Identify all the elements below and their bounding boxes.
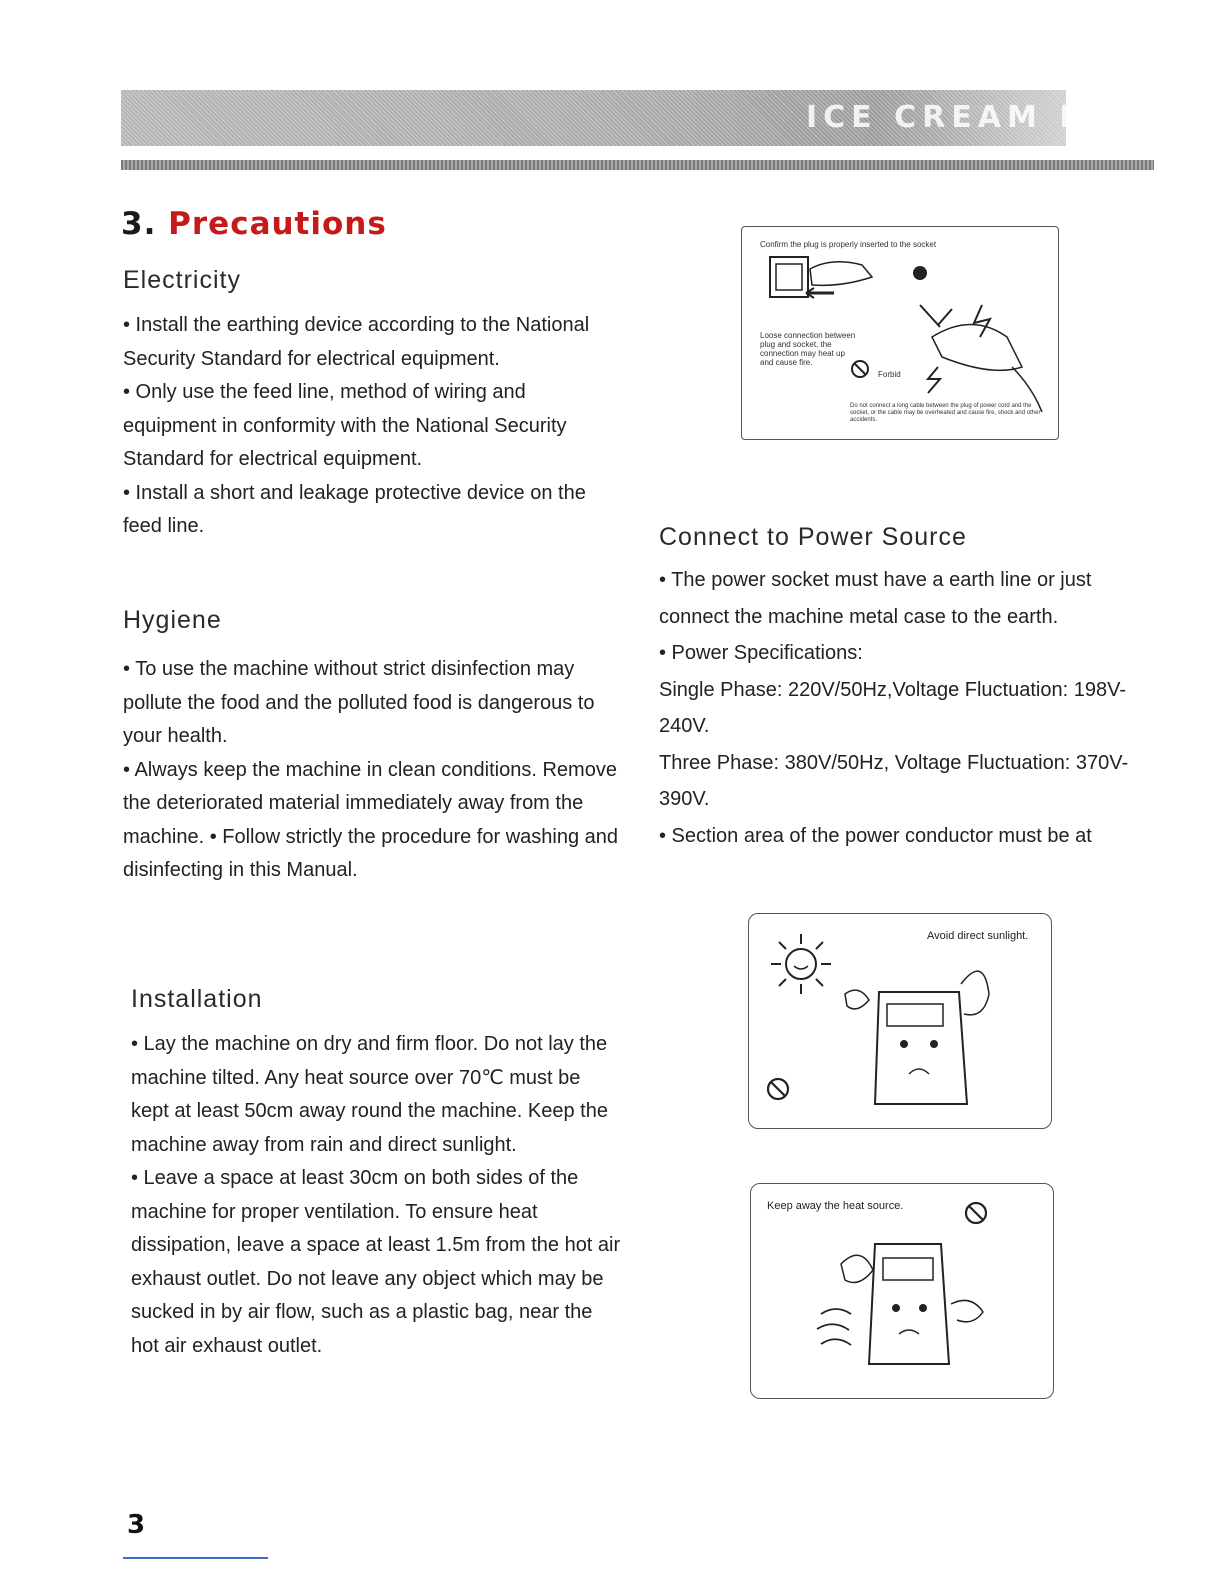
heat-source-figure [750, 1183, 1054, 1399]
plug-socket-figure [741, 226, 1059, 440]
sunlight-figure [748, 913, 1052, 1129]
hygiene-item: • To use the machine without strict disinfection may pollute the food and the polluted food is dangerous to your health. [123, 658, 595, 747]
section-title [121, 206, 387, 242]
section-number: 3. [121, 206, 157, 242]
plug-figure-left-caption: Loose connection between plug and socket, the connection may heat up and cause fire. [760, 331, 856, 367]
forbid-icon [850, 359, 870, 379]
electricity-text [123, 309, 618, 544]
header-band [121, 90, 1125, 146]
prohibited-icon [765, 1076, 791, 1102]
footer-line [123, 1557, 268, 1559]
plug-figure-top-caption: Confirm the plug is properly inserted to the socket [760, 240, 937, 249]
power-line: • The power socket must have a earth line or just connect the machine metal case to the earth. [659, 569, 1092, 628]
section-title-text: Precautions [168, 206, 387, 242]
power-line: Three Phase: 380V/50Hz, Voltage Fluctuation: 370V-390V. [659, 751, 1129, 810]
sunlight-caption: Avoid direct sunlight. [927, 930, 1029, 942]
heat-machine-illustration [751, 1184, 1053, 1398]
heat-caption: Keep away the heat source. [767, 1200, 904, 1212]
hygiene-item: • Always keep the machine in clean conditions. Remove the deteriorated material immediately away from the machine. • Follow strictly the procedure for washing and disinfecting in this Manual. [123, 758, 619, 881]
electricity-item: • Only use the feed line, method of wiring and equipment in conformity with the National Security Standard for electrical equipment. [123, 381, 567, 470]
header-brand: ICE CREAM MA [806, 100, 1125, 135]
plug-figure-bottom-caption: Do not connect a long cable between the plug of power cord and the socket, or the cable may be overheated and cause fire, shock and other accidents. [850, 403, 1041, 423]
installation-item: • Leave a space at least 30cm on both sides of the machine for proper ventilation. To ensure heat dissipation, leave a space at least 1.5m from the hot air exhaust outlet. Do not leave any object which may be sucked in by air flow, such as a plastic bag, near the hot air exhaust outlet. [131, 1167, 621, 1357]
sun-machine-illustration [749, 914, 1051, 1128]
power-line: • Section area of the power conductor must be at [659, 824, 1092, 847]
installation-item: • Lay the machine on dry and firm floor. Do not lay the machine tilted. Any heat source over 70℃ must be kept at least 50cm away round the machine. Keep the machine away from rain and direct sunlight. [131, 1033, 608, 1156]
electricity-item: • Install the earthing device according to the National Security Standard for electrical equipment. [123, 314, 590, 370]
header-rule [121, 160, 1154, 170]
forbid-label: Forbid [878, 370, 901, 379]
installation-text [131, 1028, 621, 1363]
power-text [659, 562, 1154, 854]
electricity-heading: Electricity [123, 266, 241, 294]
hygiene-text [123, 653, 618, 888]
installation-heading: Installation [131, 985, 263, 1013]
page-number: 3 [127, 1510, 146, 1540]
power-line: • Power Specifications: [659, 642, 863, 664]
hygiene-heading: Hygiene [123, 606, 222, 634]
power-line: Single Phase: 220V/50Hz,Voltage Fluctuation: 198V-240V. [659, 678, 1126, 737]
electricity-item: • Install a short and leakage protective device on the feed line. [123, 481, 586, 537]
power-heading: Connect to Power Source [659, 523, 967, 551]
